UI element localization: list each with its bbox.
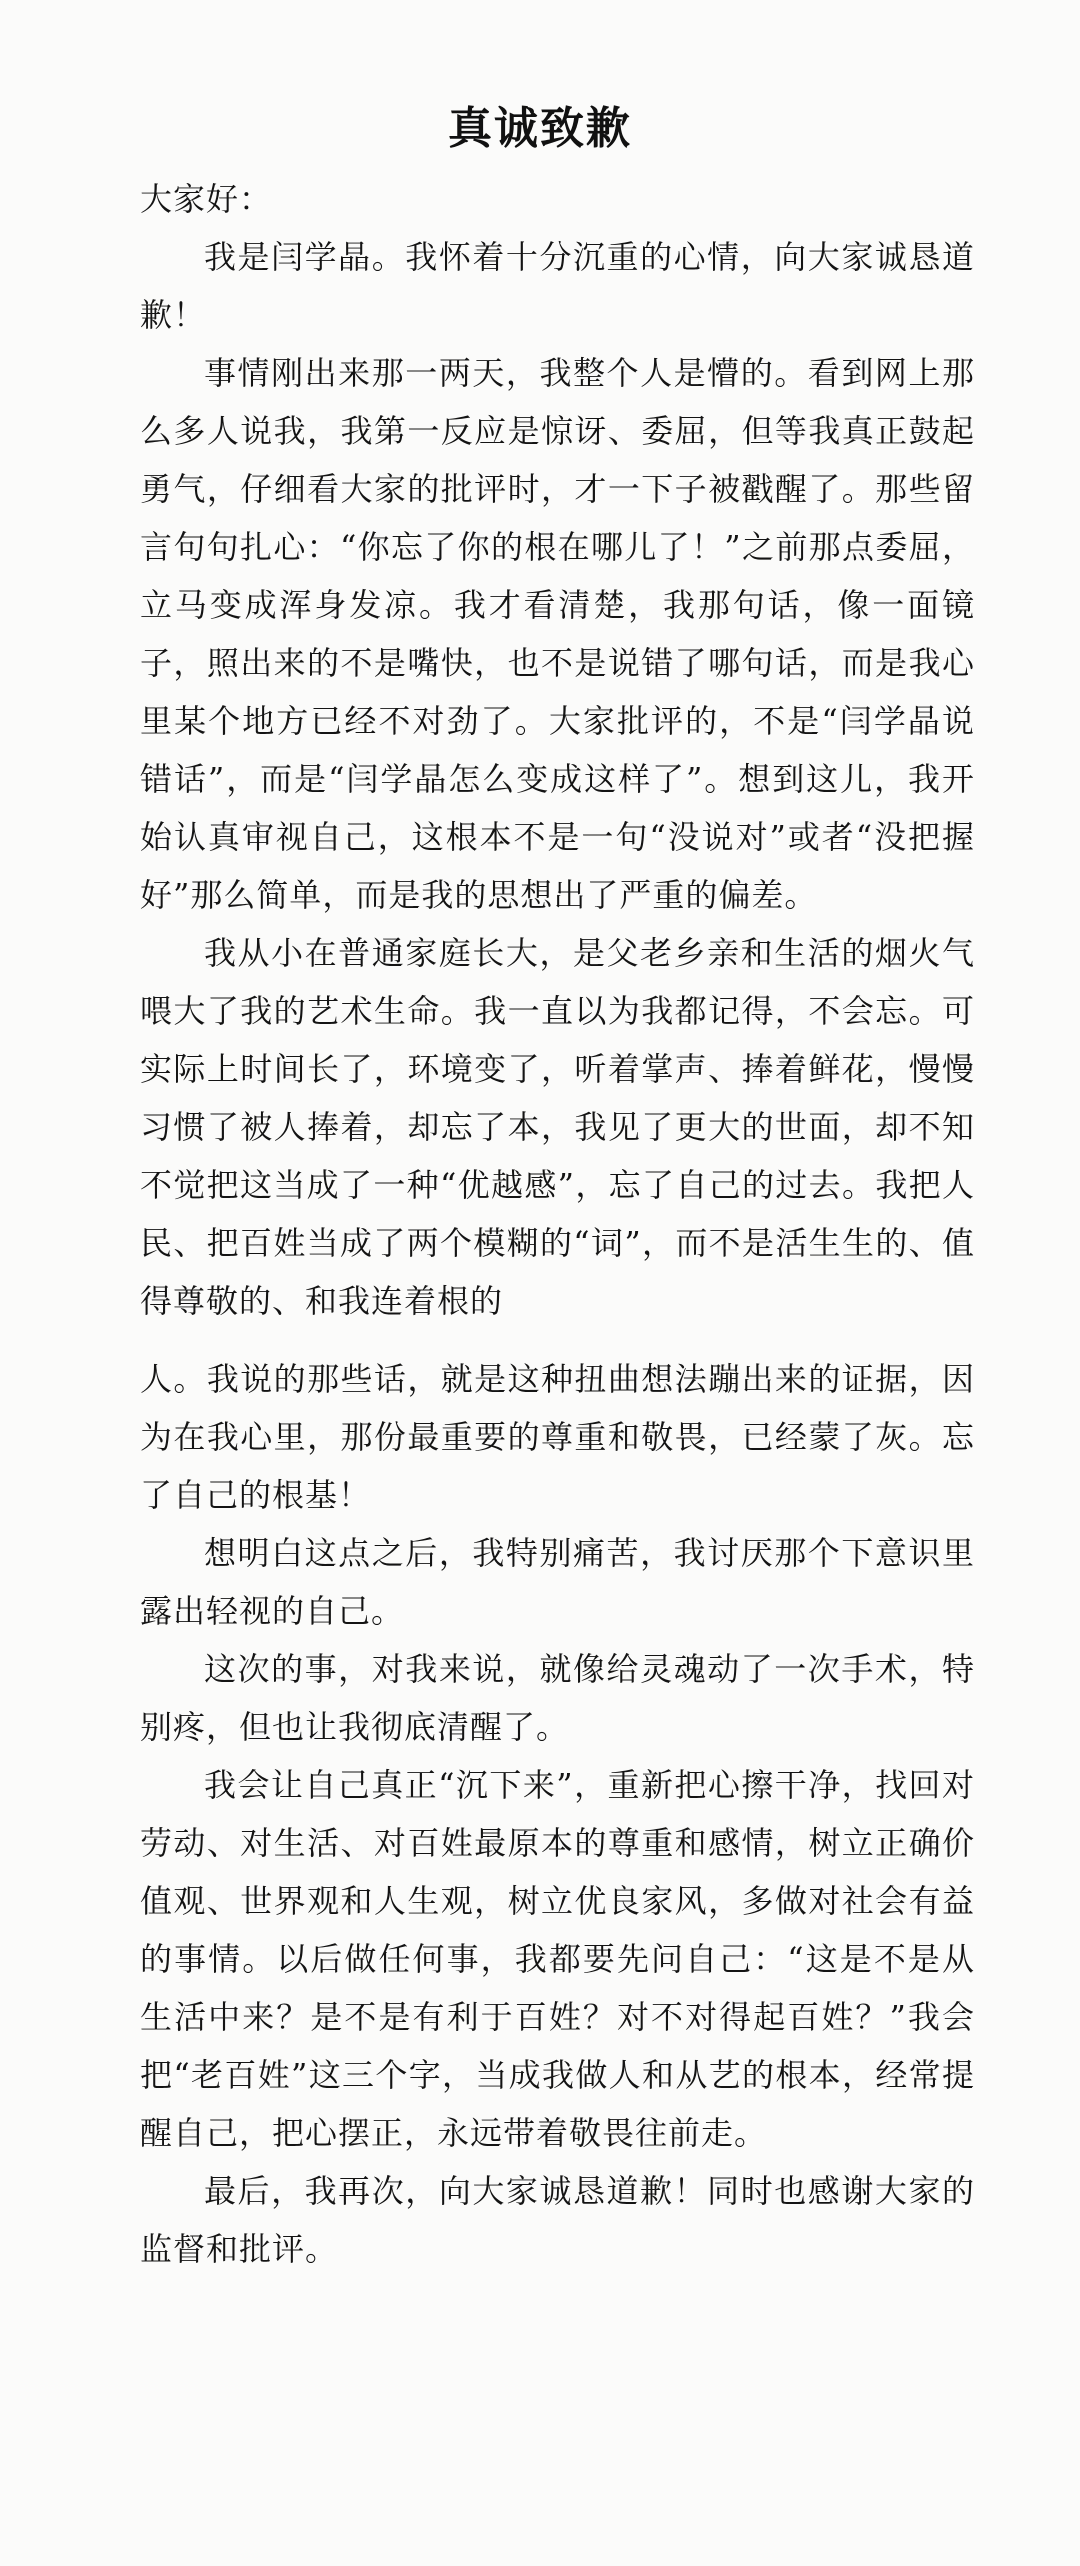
paragraph-5: 这次的事，对我来说，就像给灵魂动了一次手术，特别疼，但也让我彻底清醒了。 — [140, 1650, 975, 1746]
paragraph-7: 最后，我再次，向大家诚恳道歉！同时也感谢大家的监督和批评。 — [140, 2172, 975, 2268]
paragraph-1: 我是闫学晶。我怀着十分沉重的心情，向大家诚恳道歉！ — [140, 238, 975, 334]
paragraph-3-continued: 人。我说的那些话，就是这种扭曲想法蹦出来的证据，因为在我心里，那份最重要的尊重和敬畏，已经蒙了灰。忘了自己的根基！ — [140, 1360, 975, 1514]
paragraph-6: 我会让自己真正“沉下来”，重新把心擦干净，找回对劳动、对生活、对百姓最原本的尊重和感情，树立正确价值观、世界观和人生观，树立优良家风，多做对社会有益的事情。以后做任何事，我都要先问自己：“这是不是从生活中来？是不是有利于百姓？对不对得起百姓？”我会把“老百姓”这三个字，当成我做人和从艺的根本，经常提醒自己，把心摆正，永远带着敬畏往前走。 — [140, 1766, 975, 2152]
paragraph-2: 事情刚出来那一两天，我整个人是懵的。看到网上那么多人说我，我第一反应是惊讶、委屈，但等我真正鼓起勇气，仔细看大家的批评时，才一下子被戳醒了。那些留言句句扎心：“你忘了你的根在哪儿了！”之前那点委屈，立马变成浑身发凉。我才看清楚，我那句话，像一面镜子，照出来的不是嘴快，也不是说错了哪句话，而是我心里某个地方已经不对劲了。大家批评的，不是“闫学晶说错话”，而是“闫学晶怎么变成这样了”。想到这儿，我开始认真审视自己，这根本不是一句“没说对”或者“没把握好”那么简单，而是我的思想出了严重的偏差。 — [140, 354, 975, 914]
paragraph-4: 想明白这点之后，我特别痛苦，我讨厌那个下意识里露出轻视的自己。 — [140, 1534, 975, 1630]
document-title: 真诚致歉 — [448, 103, 632, 154]
document-body — [140, 170, 975, 2278]
greeting: 大家好： — [140, 180, 273, 218]
paragraph-3: 我从小在普通家庭长大，是父老乡亲和生活的烟火气喂大了我的艺术生命。我一直以为我都记得，不会忘。可实际上时间长了，环境变了，听着掌声、捧着鲜花，慢慢习惯了被人捧着，却忘了本，我见了更大的世面，却不知不觉把这当成了一种“优越感”，忘了自己的过去。我把人民、把百姓当成了两个模糊的“词”，而不是活生生的、值得尊敬的、和我连着根的 — [140, 934, 975, 1320]
